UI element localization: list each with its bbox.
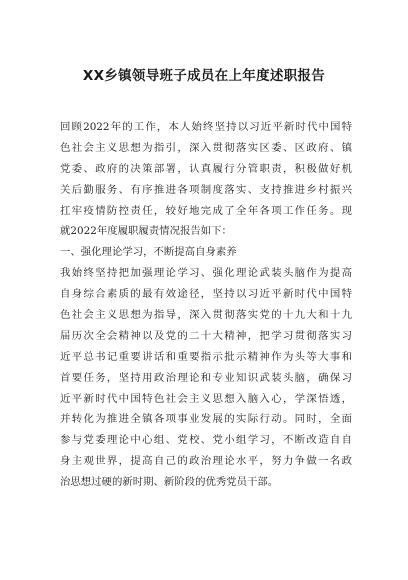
paragraph-line: 身主观世界，提高自己的政治理论水平，努力争做一名政 [60,455,352,468]
paragraph-line: 扛牢疫情防控责任，较好地完成了全年各项工作任务。现 [60,204,352,217]
paragraph-line: 就2022年度履职履责情况报告如下： [60,225,232,238]
paragraph-line: 自身综合素质的最有效途径，坚持以习近平新时代中国特 [60,288,352,301]
paragraph-line: 色社会主义思想为指导，深入贯彻落实党的十九大和十九 [60,309,352,322]
paragraph-line: 近平总书记重要讲话和重要指示批示精神作为头等大事和 [60,350,352,363]
paragraph-line: 色社会主义思想为指引，深入贯彻落实区委、区政府、镇 [60,141,352,154]
paragraph-line: 届历次全会精神以及党的二十大精神，把学习贯彻落实习 [60,329,352,342]
paragraph-line: 回顾2022年的工作，本人始终坚持以习近平新时代中国特 [60,121,352,133]
section-heading: 一、强化理论学习，不断提高自身素养 [60,246,237,259]
paragraph-line: 关后勤服务、有序推进各项制度落实、支持推进乡村振兴 [60,183,352,196]
document-body [60,117,352,493]
paragraph-line: 并转化为推进全镇各项事业发展的实际行动。同时，全面 [60,413,352,426]
document-title: XX乡镇领导班子成员在上年度述职报告 [82,68,326,84]
paragraph-line: 党委、政府的决策部署，认真履行分管职责，积极做好机 [60,162,352,175]
paragraph-line: 首要任务，坚持用政治理论和专业知识武装头脑，确保习 [60,371,352,384]
paragraph-line: 近平新时代中国特色社会主义思想入脑入心，学深悟透， [60,392,352,405]
paragraph-line: 我始终坚持把加强理论学习、强化理论武装头脑作为提高 [60,267,352,280]
paragraph-line: 参与党委理论中心组、党校、党小组学习，不断改造自自 [60,434,352,447]
paragraph-line: 治思想过硬的新时期、新阶段的优秀党员干部。 [60,476,279,489]
